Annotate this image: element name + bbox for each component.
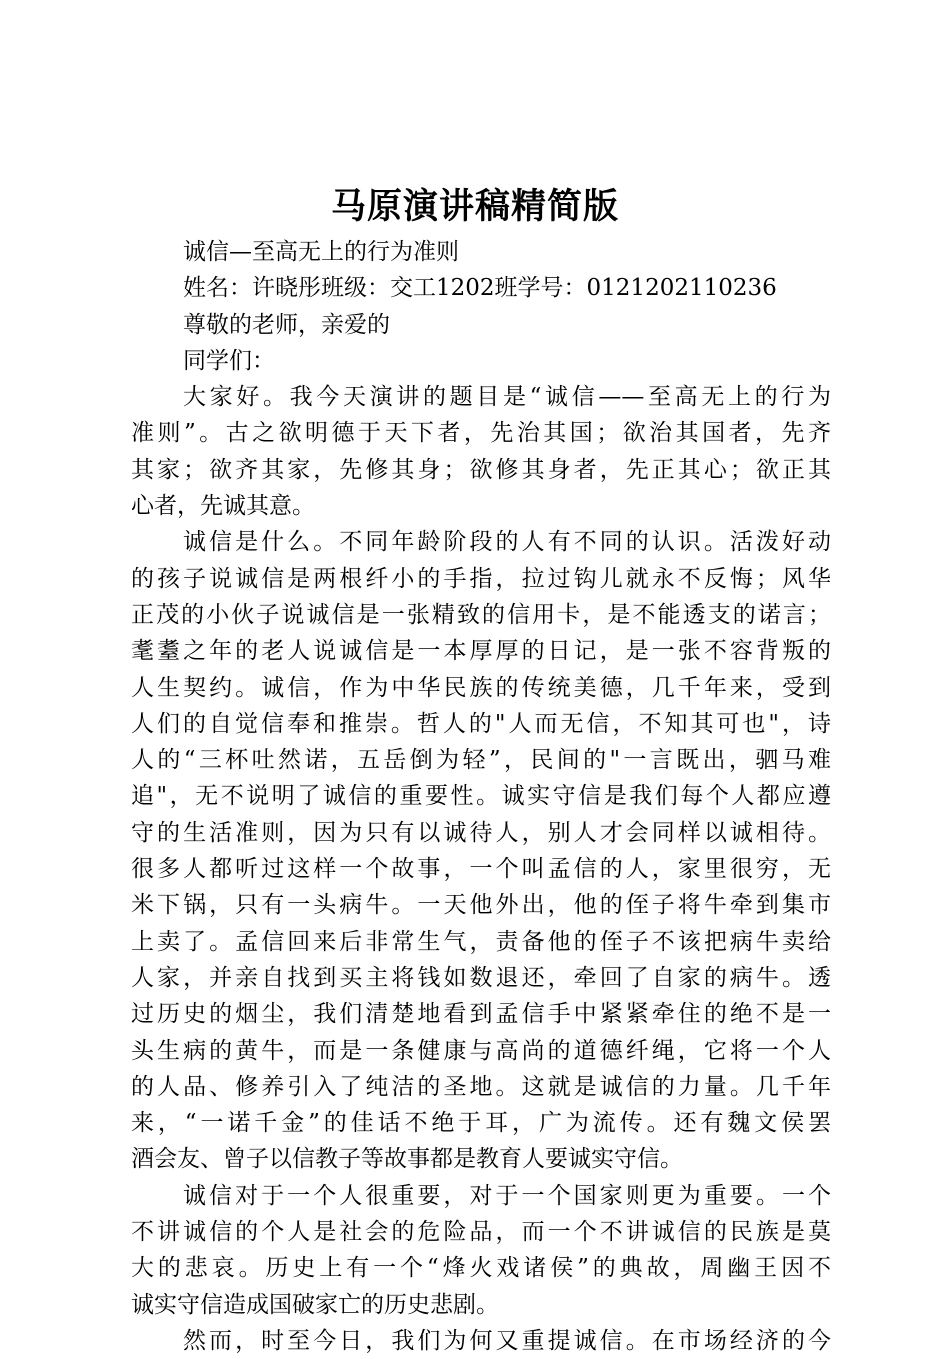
paragraph-line: 头生病的黄牛，而是一条健康与高尚的道德纤绳，它将一个人 — [131, 1037, 831, 1064]
paragraph-line: 诚实守信造成国破家亡的历史悲剧。 — [131, 1291, 499, 1318]
paragraph-line: 很多人都听过这样一个故事，一个叫孟信的人，家里很穷，无 — [131, 856, 831, 883]
paragraph-line: 人生契约。诚信，作为中华民族的传统美德，几千年来，受到 — [131, 674, 831, 701]
paragraph-line: 追"，无不说明了诚信的重要性。诚实守信是我们每个人都应遵 — [131, 783, 831, 810]
salutation-line: 尊敬的老师，亲爱的 — [183, 311, 390, 338]
paragraph-line: 大的悲哀。历史上有一个“烽火戏诸侯”的典故，周幽王因不 — [131, 1255, 831, 1282]
paragraph-line: 诚信是什么。不同年龄阶段的人有不同的认识。活泼好动 — [183, 529, 831, 556]
document-body — [131, 234, 831, 1359]
paragraph-line: 人的“三杯吐然诺，五岳倒为轻”，民间的"一言既出，驷马难 — [131, 747, 831, 774]
paragraph-line: 耄耋之年的老人说诚信是一本厚厚的日记，是一张不容背叛的 — [131, 638, 831, 665]
paragraph-line: 守的生活准则，因为只有以诚待人，别人才会同样以诚相待。 — [131, 819, 831, 846]
paragraph-line: 心者，先诚其意。 — [131, 493, 315, 520]
paragraph-line: 的人品、修养引入了纯洁的圣地。这就是诚信的力量。几千年 — [131, 1073, 831, 1100]
paragraph-line: 其家；欲齐其家，先修其身；欲修其身者，先正其心；欲正其 — [131, 456, 831, 483]
paragraph-line: 人家，并亲自找到买主将钱如数退还，牵回了自家的病牛。透 — [131, 964, 831, 991]
paragraph-line: 米下锅，只有一头病牛。一天他外出，他的侄子将牛牵到集市 — [131, 892, 831, 919]
paragraph-line: 的孩子说诚信是两根纤小的手指，拉过钩儿就永不反悔；风华 — [131, 565, 831, 592]
paragraph-line: 过历史的烟尘，我们清楚地看到孟信手中紧紧牵住的绝不是一 — [131, 1001, 831, 1028]
author-info-line: 姓名：许晓彤班级：交工1202班学号：0121202110236 — [183, 275, 777, 302]
paragraph-line: 诚信对于一个人很重要，对于一个国家则更为重要。一个 — [183, 1182, 831, 1209]
document-title: 马原演讲稿精简版 — [330, 187, 619, 227]
paragraph-line: 人们的自觉信奉和推崇。哲人的"人而无信，不知其可也"，诗 — [131, 710, 831, 737]
subtitle-line: 诚信—至高无上的行为准则 — [183, 239, 459, 265]
paragraph-line: 酒会友、曾子以信教子等故事都是教育人要诚实守信。 — [131, 1146, 683, 1173]
paragraph-line: 上卖了。孟信回来后非常生气，责备他的侄子不该把病牛卖给 — [131, 928, 831, 955]
paragraph-line: 大家好。我今天演讲的题目是“诚信——至高无上的行为 — [183, 384, 831, 411]
paragraph-line: 不讲诚信的个人是社会的危险品，而一个不讲诚信的民族是莫 — [131, 1219, 831, 1246]
paragraph-line: 正茂的小伙子说诚信是一张精致的信用卡，是不能透支的诺言； — [131, 601, 831, 628]
salutation-line: 同学们： — [183, 347, 275, 374]
paragraph-line: 然而，时至今日，我们为何又重提诚信。在市场经济的今 — [183, 1327, 831, 1354]
paragraph-line: 来，“一诺千金”的佳话不绝于耳，广为流传。还有魏文侯罢 — [131, 1110, 831, 1137]
paragraph-line: 准则”。古之欲明德于天下者，先治其国；欲治其国者，先齐 — [131, 420, 831, 447]
